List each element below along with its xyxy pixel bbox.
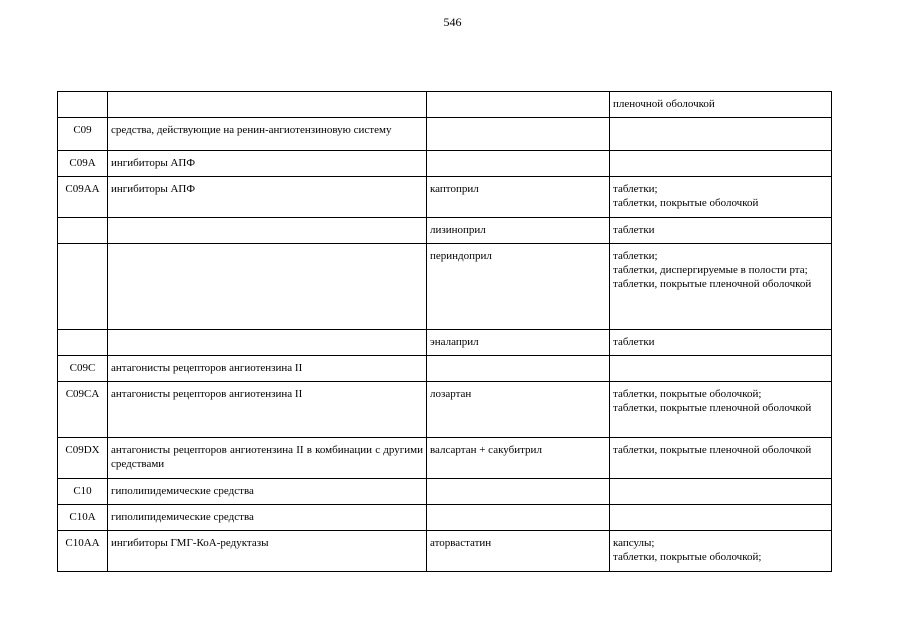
dosage-form-cell [610, 330, 832, 356]
cell-line: таблетки [613, 336, 655, 348]
cell-line: таблетки, покрытые пленочной оболочкой [613, 402, 812, 414]
group-name-cell [108, 177, 427, 218]
table-row [58, 218, 832, 244]
drug-name-cell [427, 92, 610, 118]
cell-line: ингибиторы АПФ [111, 183, 196, 195]
cell-line: таблетки, покрытые оболочкой; [613, 388, 762, 400]
atc-code-cell [58, 244, 108, 330]
group-name-cell [108, 151, 427, 177]
cell-line: эналаприл [430, 336, 479, 348]
cell-line: периндоприл [430, 250, 492, 262]
cell-line: таблетки, диспергируемые в полости рта; [613, 264, 808, 276]
cell-line: капсулы; [613, 537, 655, 549]
atc-code-cell [58, 356, 108, 382]
group-name-cell [108, 118, 427, 151]
drug-name-cell [427, 531, 610, 572]
cell-line: ингибиторы АПФ [111, 157, 196, 169]
group-name-cell [108, 438, 427, 479]
cell-line: валсартан + сакубитрил [430, 444, 542, 456]
drug-name-cell [427, 118, 610, 151]
drug-name-cell [427, 330, 610, 356]
dosage-form-cell [610, 479, 832, 505]
group-name-cell [108, 356, 427, 382]
atc-code-cell [58, 382, 108, 438]
dosage-form-cell [610, 356, 832, 382]
cell-line: таблетки, покрытые пленочной оболочкой [613, 444, 812, 456]
dosage-form-cell [610, 505, 832, 531]
atc-code-cell [58, 505, 108, 531]
drug-name-cell [427, 177, 610, 218]
cell-line: таблетки, покрытые пленочной оболочкой [613, 278, 812, 290]
cell-line: C09CA [65, 388, 100, 400]
drug-name-cell [427, 356, 610, 382]
cell-line: таблетки, покрытые оболочкой [613, 197, 759, 209]
table-row [58, 330, 832, 356]
cell-line: C09DX [65, 444, 100, 456]
group-name-cell [108, 531, 427, 572]
group-name-cell [108, 244, 427, 330]
table-row [58, 244, 832, 330]
table-row [58, 479, 832, 505]
atc-code-cell [58, 218, 108, 244]
cell-line: C09AA [65, 183, 100, 195]
cell-line: средства, действующие на ренин-ангиотензиновую систему [111, 124, 392, 136]
table-row [58, 382, 832, 438]
atc-code-cell [58, 118, 108, 151]
drug-name-cell [427, 438, 610, 479]
dosage-form-cell [610, 151, 832, 177]
cell-line: пленочной оболочкой [613, 98, 715, 110]
drug-table [57, 91, 832, 572]
dosage-form-cell [610, 118, 832, 151]
drug-name-cell [427, 479, 610, 505]
table-row [58, 118, 832, 151]
cell-line: таблетки; [613, 250, 658, 262]
group-name-cell [108, 382, 427, 438]
table-row [58, 531, 832, 572]
cell-line: C09C [69, 362, 96, 374]
cell-line: C09A [69, 157, 96, 169]
cell-line: C10A [69, 511, 96, 523]
cell-line: лозартан [430, 388, 472, 400]
atc-code-cell [58, 177, 108, 218]
cell-line: каптоприл [430, 183, 479, 195]
dosage-form-cell [610, 218, 832, 244]
dosage-form-cell [610, 177, 832, 218]
cell-line: ингибиторы ГМГ-КоА-редуктазы [111, 537, 269, 549]
drug-name-cell [427, 151, 610, 177]
cell-line: гиполипидемические средства [111, 485, 254, 497]
cell-line: гиполипидемические средства [111, 511, 254, 523]
cell-line: C10 [73, 485, 92, 497]
drug-name-cell [427, 218, 610, 244]
cell-line: C09 [73, 124, 92, 136]
table-row [58, 151, 832, 177]
drug-name-cell [427, 244, 610, 330]
drug-name-cell [427, 505, 610, 531]
table-row [58, 505, 832, 531]
atc-code-cell [58, 330, 108, 356]
cell-line: антагонисты рецепторов ангиотензина II [111, 388, 303, 400]
cell-line: C10AA [65, 537, 100, 549]
group-name-cell [108, 330, 427, 356]
group-name-cell [108, 505, 427, 531]
atc-code-cell [58, 531, 108, 572]
cell-line: таблетки, покрытые оболочкой; [613, 551, 762, 563]
group-name-cell [108, 92, 427, 118]
group-name-cell [108, 479, 427, 505]
dosage-form-cell [610, 531, 832, 572]
atc-code-cell [58, 92, 108, 118]
cell-line: лизиноприл [430, 224, 486, 236]
group-name-cell [108, 218, 427, 244]
cell-line: антагонисты рецепторов ангиотензина II [111, 362, 303, 374]
cell-line: таблетки [613, 224, 655, 236]
table-row [58, 177, 832, 218]
cell-line: аторвастатин [430, 537, 492, 549]
table-row [58, 356, 832, 382]
page-number: 546 [443, 15, 462, 29]
dosage-form-cell [610, 382, 832, 438]
atc-code-cell [58, 151, 108, 177]
dosage-form-cell [610, 438, 832, 479]
dosage-form-cell [610, 244, 832, 330]
cell-line: антагонисты рецепторов ангиотензина II в комбинации с другими средствами [111, 444, 423, 470]
table-body [58, 92, 832, 572]
drug-name-cell [427, 382, 610, 438]
cell-line: таблетки; [613, 183, 658, 195]
atc-code-cell [58, 438, 108, 479]
table-row [58, 92, 832, 118]
dosage-form-cell [610, 92, 832, 118]
table-row [58, 438, 832, 479]
atc-code-cell [58, 479, 108, 505]
